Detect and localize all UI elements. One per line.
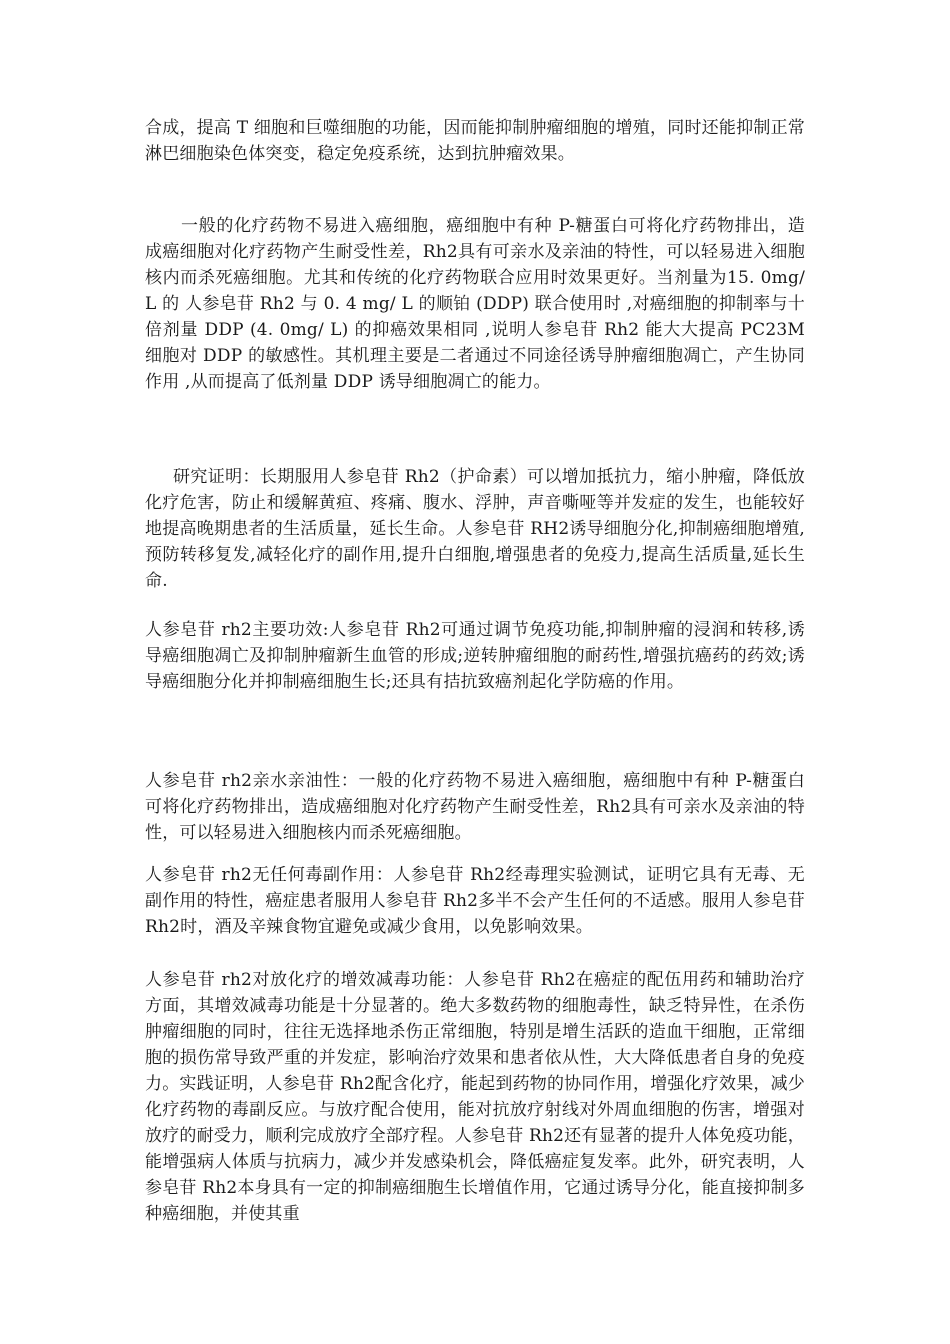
paragraph-main-effects: 人参皂苷 rh2主要功效:人参皂苷 Rh2可通过调节免疫功能,抑制肿瘤的浸润和转移,诱导癌细胞凋亡及抑制肿瘤新生血管的形成;逆转肿瘤细胞的耐药性,增强抗癌药的药效;诱导癌细胞分化并抑制癌细胞生长;还具有拮抗致癌剂起化学防癌的作用。 [145,620,805,692]
paragraph-hydrophilic-lipophilic: 人参皂苷 rh2亲水亲油性：一般的化疗药物不易进入癌细胞，癌细胞中有种 P-糖蛋白可将化疗药物排出，造成癌细胞对化疗药物产生耐受性差，Rh2具有可亲水及亲油的特性，可以轻易进入细胞核内而杀死癌细胞。 [145,771,805,843]
paragraph-immune-effects: 合成，提高 T 细胞和巨噬细胞的功能，因而能抑制肿瘤细胞的增殖，同时还能抑制正常淋巴细胞染色体突变，稳定免疫系统，达到抗肿瘤效果。 [145,118,805,164]
paragraph-research-findings: 研究证明：长期服用人参皂苷 Rh2（护命素）可以增加抵抗力，缩小肿瘤，降低放化疗危害，防止和缓解黄疸、疼痛、腹水、浮肿，声音嘶哑等并发症的发生，也能较好地提高晚期患者的生活质量，延长生命。人参皂苷 RH2诱导细胞分化,抑制癌细胞增殖,预防转移复发,减轻化疗的副作用,提升白细胞,增强患者的免疫力,提高生活质量,延长生命. [145,467,805,591]
paragraph-radiochemo-enhancement: 人参皂苷 rh2对放化疗的增效减毒功能：人参皂苷 Rh2在癌症的配伍用药和辅助治疗方面，其增效减毒功能是十分显著的。绝大多数药物的细胞毒性，缺乏特异性，在杀伤肿瘤细胞的同时，往往无选择地杀伤正常细胞，特别是增生活跃的造血干细胞，正常细胞的损伤常导致严重的并发症，影响治疗效果和患者依从性，大大降低患者自身的免疫力。实践证明，人参皂苷 Rh2配含化疗，能起到药物的协同作用，增强化疗效果，减少化疗药物的毒副反应。与放疗配合使用，能对抗放疗射线对外周血细胞的伤害，增强对放疗的耐受力，顺利完成放疗全部疗程。人参皂苷 Rh2还有显著的提升人体免疫功能，能增强病人体质与抗病力，减少并发感染机会，降低癌症复发率。此外，研究表明，人参皂苷 Rh2本身具有一定的抑制癌细胞生长增值作用，它通过诱导分化，能直接抑制多种癌细胞，并使其重 [145,970,805,1224]
paragraph-chemo-synergy: 一般的化疗药物不易进入癌细胞，癌细胞中有种 P-糖蛋白可将化疗药物排出，造成癌细胞对化疗药物产生耐受性差，Rh2具有可亲水及亲油的特性，可以轻易进入细胞核内而杀死癌细胞。尤其和传统的化疗药物联合应用时效果更好。当剂量为15. 0mg/ L 的 人参皂苷 Rh2 与 0. 4 mg/ L 的顺铂 (DDP) 联合使用时 ,对癌细胞的抑制率与十倍剂量 DDP (4. 0mg/ L) 的抑癌效果相同 ,说明人参皂苷 Rh2 能大大提高 PC23M 细胞对 DDP 的敏感性。其机理主要是二者通过不同途径诱导肿瘤细胞凋亡，产生协同作用 ,从而提高了低剂量 DDP 诱导细胞凋亡的能力。 [145,216,805,392]
paragraph-no-side-effects: 人参皂苷 rh2无任何毒副作用：人参皂苷 Rh2经毒理实验测试，证明它具有无毒、无副作用的特性，癌症患者服用人参皂苷 Rh2多半不会产生任何的不适感。服用人参皂苷 Rh2时，酒及辛辣食物宜避免或减少食用，以免影响效果。 [145,865,805,937]
